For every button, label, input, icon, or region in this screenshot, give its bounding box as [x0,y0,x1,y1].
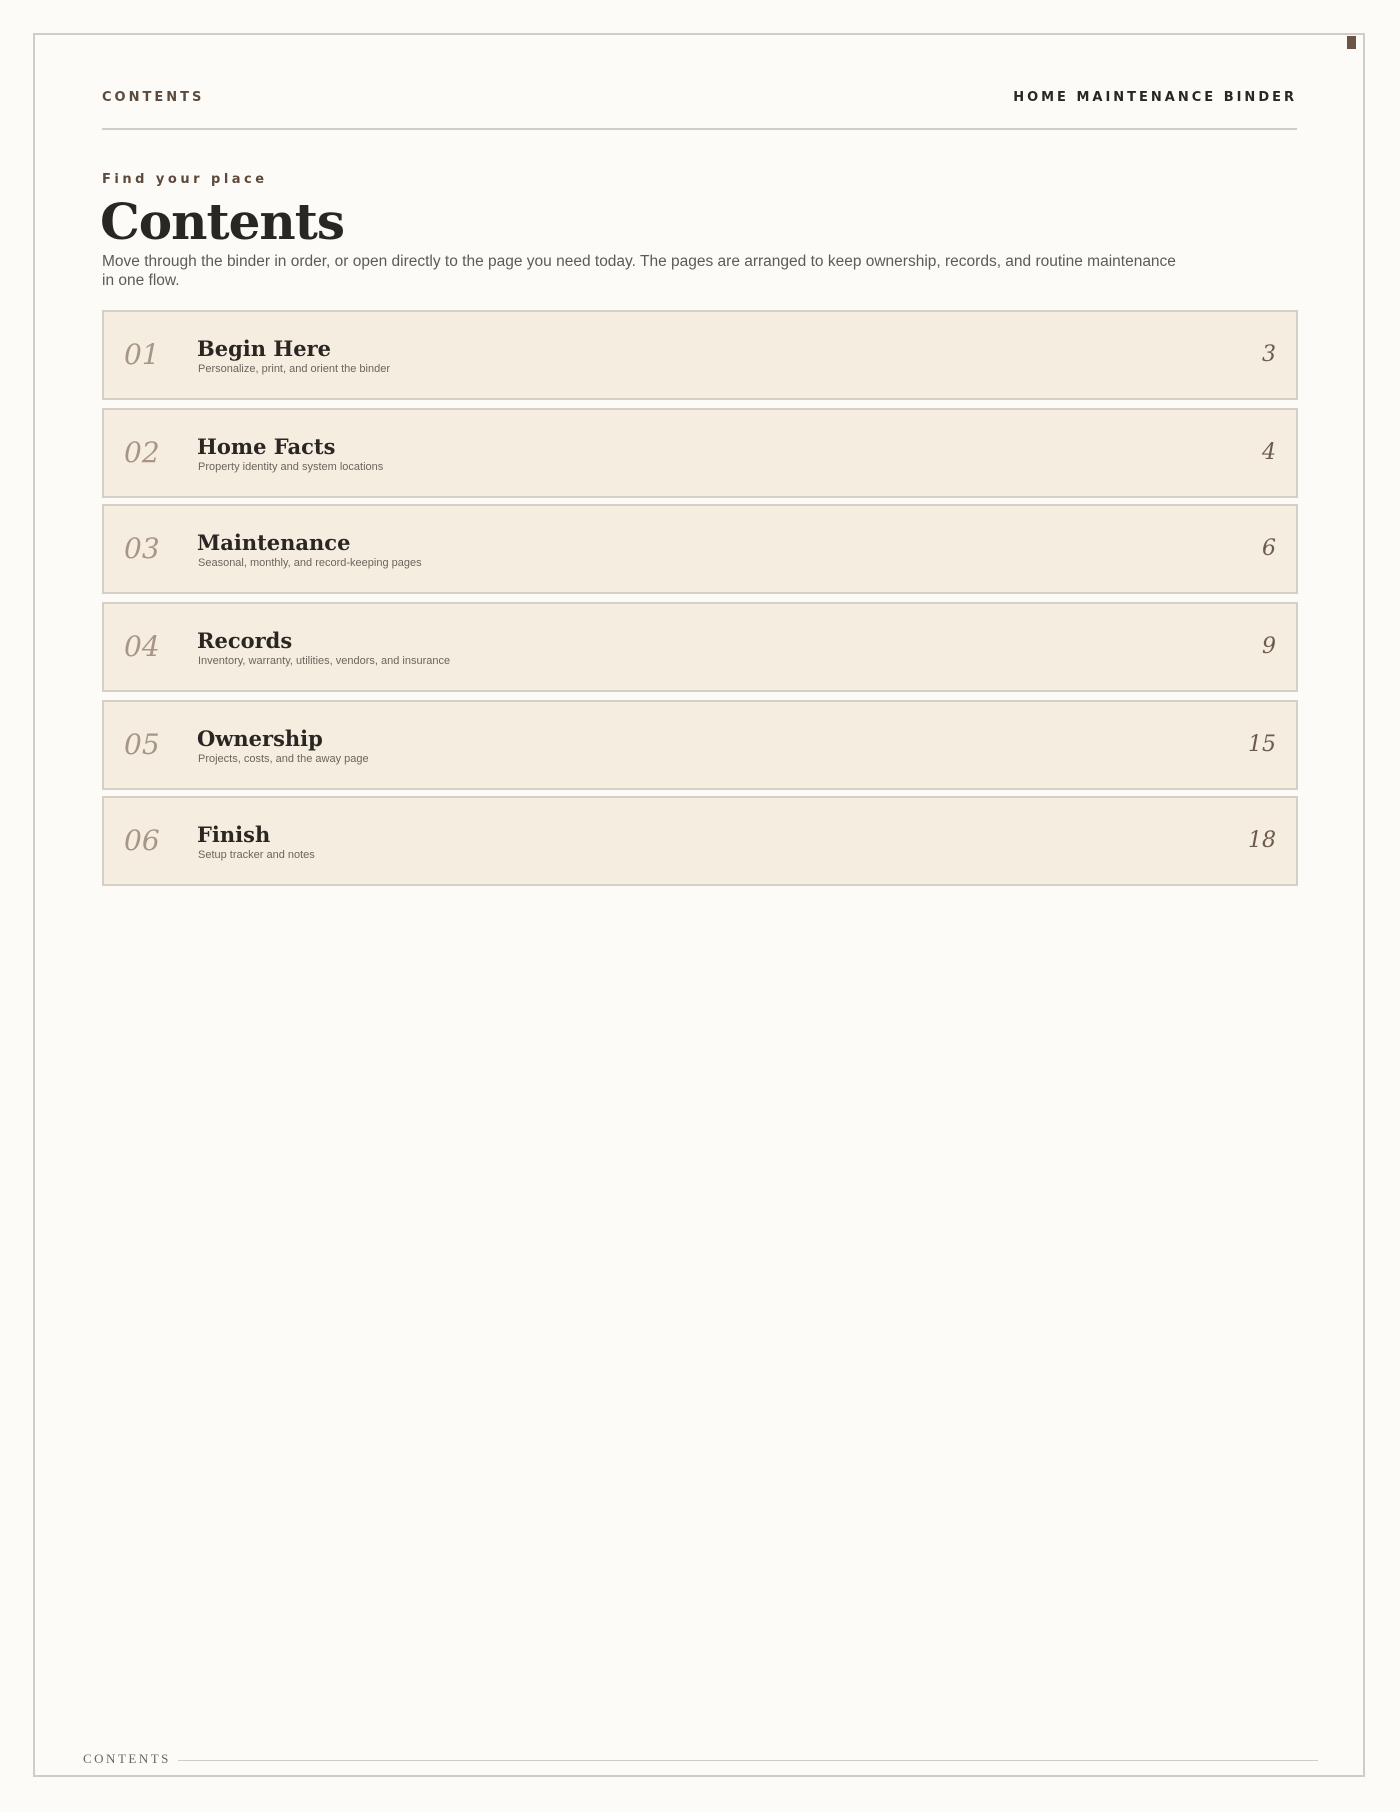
toc-title: Begin Here [197,336,331,361]
toc-page-number: 4 [1262,440,1276,465]
eyebrow-label: Find your place [102,172,268,187]
toc-title: Records [197,628,293,653]
toc-page-number: 9 [1262,634,1276,659]
footer-section-label: CONTENTS [83,1751,171,1766]
corner-tab-marker [1347,36,1356,49]
toc-title: Maintenance [197,530,351,555]
toc-page-number: 15 [1248,732,1276,757]
toc-title: Finish [197,822,271,847]
toc-row-home-facts[interactable] [102,408,1298,498]
toc-title: Home Facts [197,434,336,459]
toc-row-records[interactable] [102,602,1298,692]
intro-paragraph: Move through the binder in order, or open directly to the page you need today. The pages are arranged to keep ownership, records, and routine maintenance in one flow. [102,253,1176,289]
toc-number: 03 [124,532,160,565]
toc-row-finish[interactable] [102,796,1298,886]
header-section-label: CONTENTS [102,90,205,105]
toc-number: 05 [124,728,160,761]
toc-number: 04 [124,630,160,663]
footer-rule [178,1760,1318,1761]
toc-page-number: 18 [1248,828,1276,853]
toc-title: Ownership [197,726,323,751]
toc-subtitle: Property identity and system locations [198,461,384,473]
toc-subtitle: Personalize, print, and orient the binder [198,363,391,375]
toc-row-maintenance[interactable] [102,504,1298,594]
header-binder-title: HOME MAINTENANCE BINDER [1013,90,1297,105]
toc-subtitle: Setup tracker and notes [198,849,315,861]
page-frame [33,33,1365,1777]
toc-subtitle: Inventory, warranty, utilities, vendors, and insurance [198,655,451,667]
toc-number: 06 [124,824,160,857]
toc-page-number: 3 [1262,342,1276,367]
toc-subtitle: Projects, costs, and the away page [198,753,369,765]
toc-page-number: 6 [1262,536,1276,561]
toc-row-begin-here[interactable] [102,310,1298,400]
page-title: Contents [100,192,345,251]
page-header [102,90,1297,130]
toc-number: 02 [124,436,160,469]
toc-subtitle: Seasonal, monthly, and record-keeping pages [198,557,422,569]
toc-number: 01 [124,338,160,371]
toc-row-ownership[interactable] [102,700,1298,790]
